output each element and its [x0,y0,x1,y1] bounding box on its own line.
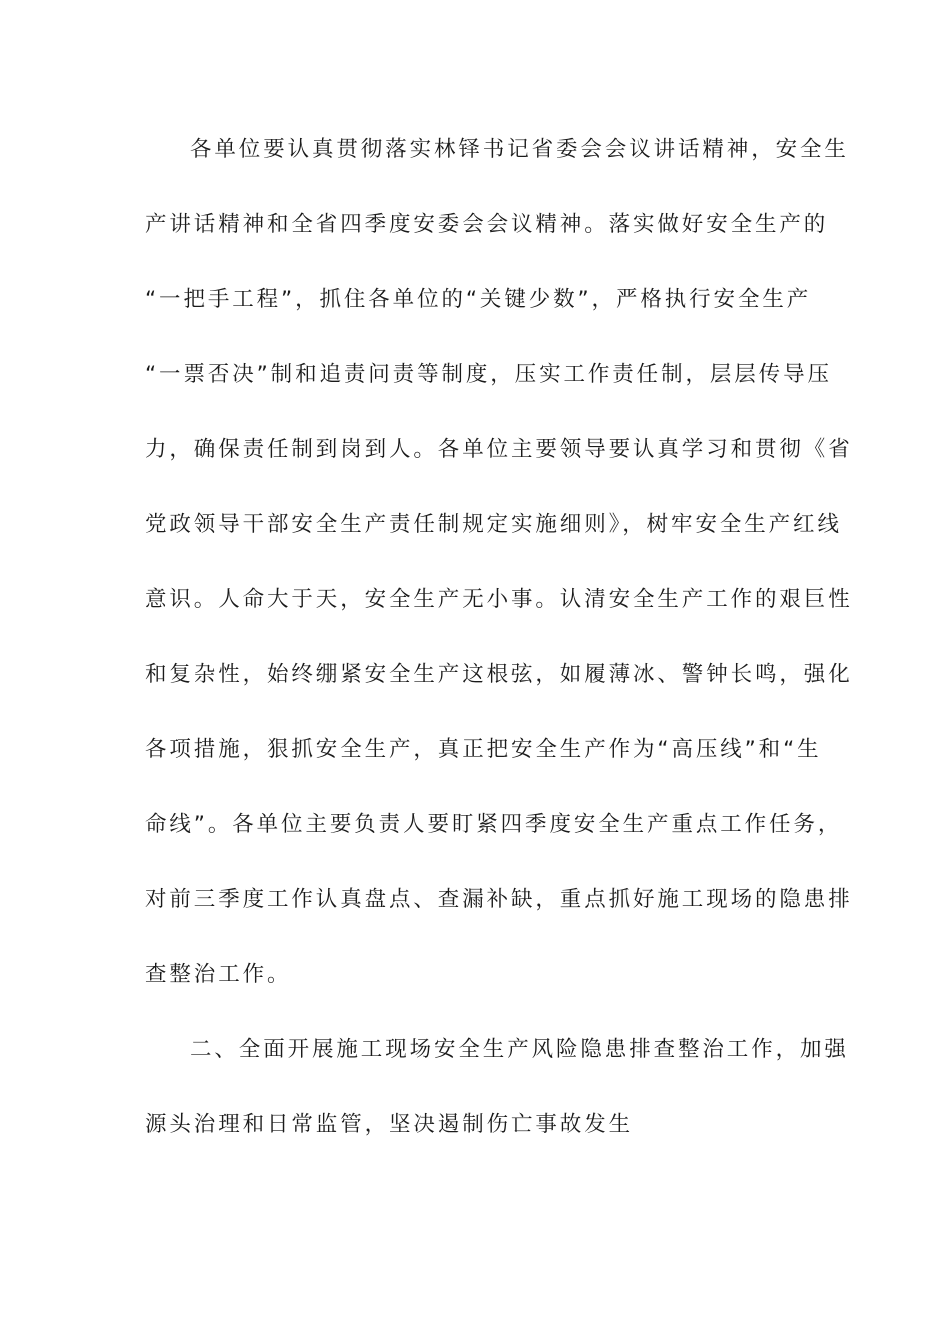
paragraph-line: 命线”。各单位主要负责人要盯紧四季度安全生产重点工作任务， [145,812,843,837]
paragraph-line: 意识。人命大于天，安全生产无小事。认清安全生产工作的艰巨性 [145,587,853,612]
paragraph-line: 对前三季度工作认真盘点、查漏补缺，重点抓好施工现场的隐患排 [145,887,853,912]
paragraph-line: 党政领导干部安全生产责任制规定实施细则》，树牢安全生产红线 [145,512,842,537]
paragraph-line: 源头治理和日常监管，坚决遏制伤亡事故发生 [145,1112,634,1137]
paragraph-line: “一票否决”制和追责问责等制度，压实工作责任制，层层传导压 [145,362,832,387]
paragraph-line: 二、全面开展施工现场安全生产风险隐患排查整治工作，加强 [190,1037,849,1062]
paragraph-line: 和复杂性，始终绷紧安全生产这根弦，如履薄冰、警钟长鸣，强化 [145,662,853,687]
paragraph-line: 各单位要认真贯彻落实林铎书记省委会会议讲话精神，安全生 [190,137,849,162]
paragraph-line: “一把手工程”，抓住各单位的“关键少数”，严格执行安全生产 [145,287,812,312]
paragraph-line: 查整治工作。 [145,962,292,987]
paragraph-line: 各项措施，狠抓安全生产，真正把安全生产作为“高压线”和“生 [145,737,822,762]
paragraph-line: 力，确保责任制到岗到人。各单位主要领导要认真学习和贯彻《省 [145,437,853,462]
paragraph-line: 产讲话精神和全省四季度安委会会议精神。落实做好安全生产的 [145,212,829,237]
